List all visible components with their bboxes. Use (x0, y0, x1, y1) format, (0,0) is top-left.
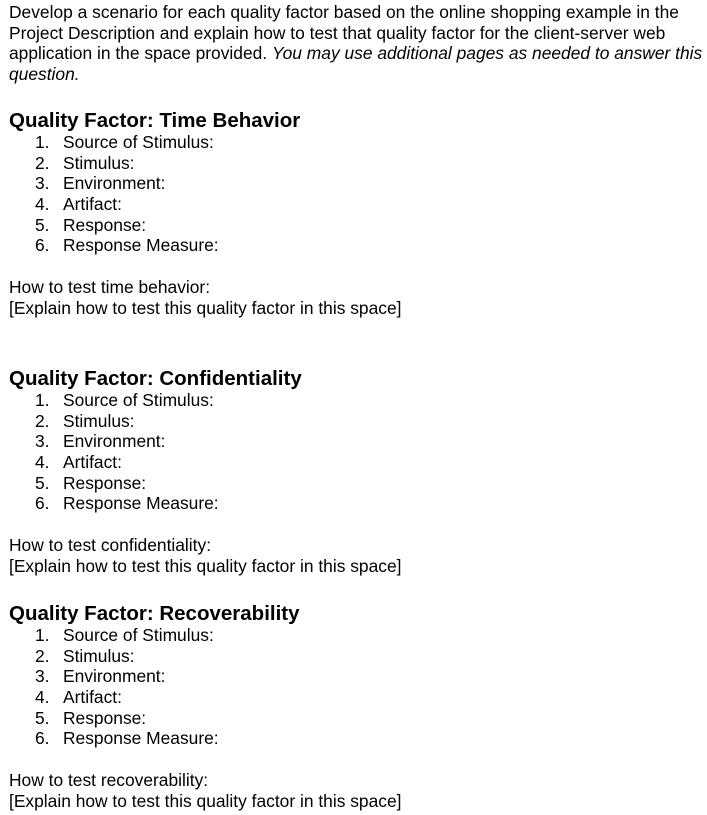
list-label: Stimulus: (63, 152, 135, 173)
list-number: 4. (35, 687, 50, 708)
list-number: 5. (35, 707, 50, 728)
test-body: [Explain how to test this quality factor in this space] (9, 297, 402, 318)
intro-italic-note: You may use additional pages as needed to answer this question. (9, 43, 703, 84)
list-item (9, 687, 707, 708)
scenario-list (9, 625, 707, 749)
list-label: Artifact: (63, 452, 122, 473)
scenario-list (9, 390, 707, 514)
list-item (9, 625, 707, 646)
list-number: 4. (35, 194, 50, 215)
document-page (9, 0, 707, 811)
list-label: Source of Stimulus: (63, 132, 214, 152)
list-label: Response: (63, 214, 147, 235)
list-label: Response Measure: (63, 493, 219, 514)
list-label: Response: (63, 707, 147, 728)
list-item (9, 411, 707, 432)
list-label: Stimulus: (63, 645, 135, 666)
list-item (9, 390, 707, 411)
section-time-behavior (9, 110, 707, 318)
section-title: Quality Factor: Time Behavior (9, 109, 301, 132)
list-item (9, 493, 707, 514)
list-item (9, 153, 707, 174)
list-number: 2. (35, 410, 50, 431)
list-item (9, 215, 707, 236)
list-label: Source of Stimulus: (63, 625, 214, 645)
section-confidentiality (9, 368, 707, 576)
section-title: Quality Factor: Recoverability (9, 602, 300, 625)
list-item (9, 194, 707, 215)
list-label: Environment: (63, 173, 166, 194)
list-label: Response Measure: (63, 728, 219, 749)
list-item (9, 728, 707, 749)
test-body: [Explain how to test this quality factor in this space] (9, 555, 402, 576)
intro-paragraph (9, 2, 707, 84)
list-number: 6. (35, 728, 50, 749)
list-number: 3. (35, 173, 50, 194)
list-number: 1. (35, 390, 50, 410)
list-label: Source of Stimulus: (63, 390, 214, 410)
list-label: Artifact: (63, 687, 122, 708)
list-label: Response: (63, 472, 147, 493)
list-number: 5. (35, 214, 50, 235)
list-number: 6. (35, 235, 50, 256)
list-item (9, 452, 707, 473)
list-item (9, 473, 707, 494)
list-item (9, 708, 707, 729)
section-recoverability (9, 603, 707, 811)
list-number: 2. (35, 645, 50, 666)
section-title: Quality Factor: Confidentiality (9, 367, 302, 390)
list-item (9, 646, 707, 667)
intro-text: Develop a scenario for each quality factor based on the online shopping example in the Project Description and explain how to test that quality factor for the client-server web application in the space provided. (9, 2, 679, 64)
list-number: 5. (35, 472, 50, 493)
list-number: 4. (35, 452, 50, 473)
list-number: 3. (35, 431, 50, 452)
list-label: Environment: (63, 431, 166, 452)
list-number: 1. (35, 625, 50, 645)
test-label: How to test confidentiality: (9, 534, 212, 555)
list-item (9, 431, 707, 452)
list-item (9, 132, 707, 153)
list-label: Artifact: (63, 194, 122, 215)
list-item (9, 173, 707, 194)
test-label: How to test time behavior: (9, 276, 211, 297)
list-label: Response Measure: (63, 235, 219, 256)
list-number: 3. (35, 666, 50, 687)
list-item (9, 666, 707, 687)
list-item (9, 235, 707, 256)
test-label: How to test recoverability: (9, 769, 209, 790)
list-number: 1. (35, 132, 50, 152)
scenario-list (9, 132, 707, 256)
list-number: 2. (35, 152, 50, 173)
list-label: Stimulus: (63, 410, 135, 431)
list-number: 6. (35, 493, 50, 514)
list-label: Environment: (63, 666, 166, 687)
test-body: [Explain how to test this quality factor in this space] (9, 790, 402, 811)
